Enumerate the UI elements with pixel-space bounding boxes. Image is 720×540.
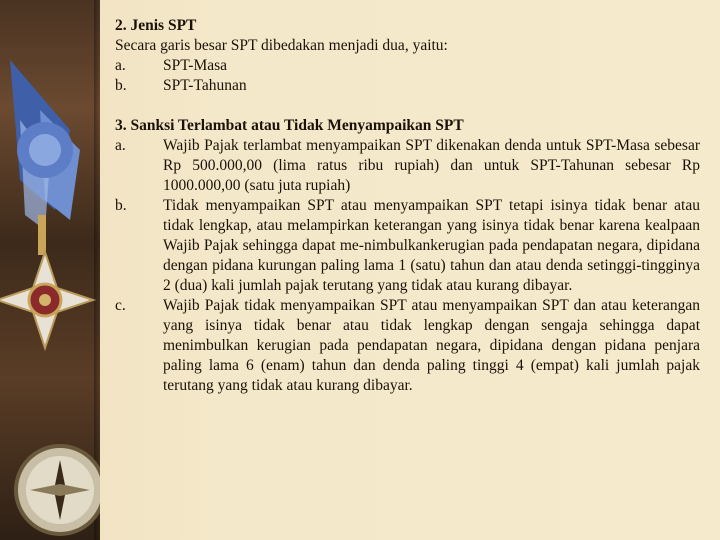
list-item <box>115 76 700 96</box>
list-marker: a. <box>115 57 126 74</box>
list-text: SPT-Tahunan <box>163 77 247 94</box>
list-marker: c. <box>115 297 126 314</box>
list-item <box>115 196 700 296</box>
intro-text: Secara garis besar SPT dibedakan menjadi dua, yaitu: <box>115 37 448 54</box>
list-item <box>115 296 700 396</box>
document-body <box>115 16 700 396</box>
list-text: SPT-Masa <box>163 57 228 74</box>
list-text: Wajib Pajak terlambat menyampaikan SPT dikenakan denda untuk SPT-Masa sebesar Rp 500.000,00 (lima ratus ribu rupiah) dan untuk SPT-Tahunan sebesar Rp 1000.000,00 (satu juta rupiah) <box>163 137 700 194</box>
list-text: Tidak menyampaikan SPT atau menyampaikan SPT tetapi isinya tidak benar atau tidak lengkap, atau melampirkan keterangan yang isinya tidak benar karena kealpaan Wajib Pajak sehingga dapat me-nimbulkankerugian pada pendapatan negara, dipidana dengan pidana kurungan paling lama 1 (satu) tahun dan atau denda setinggi-tingginya 2 (dua) kali jumlah pajak terutang yang tidak atau kurang dibayar. <box>163 197 700 294</box>
list-item <box>115 136 700 196</box>
medal-decoration-image <box>0 0 100 540</box>
list-marker: b. <box>115 77 127 94</box>
list-item <box>115 56 700 76</box>
section-heading-jenis-spt: 2. Jenis SPT <box>115 17 197 34</box>
list-marker: a. <box>115 137 126 154</box>
list-text: Wajib Pajak tidak menyampaikan SPT atau menyampaikan SPT dan atau keterangan yang isinya tidak benar atau tidak lengkap dengan sengaja sehingga dapat menimbulkan kerugian pada pendapatan negara, dipidana dengan pidana penjara paling lama 6 (enam) tahun dan denda paling tinggi 4 (empat) kali jumlah pajak terutang yang tidak atau kurang dibayar. <box>163 297 700 394</box>
section-heading-sanksi: 3. Sanksi Terlambat atau Tidak Menyampaikan SPT <box>115 117 464 134</box>
list-marker: b. <box>115 197 127 214</box>
